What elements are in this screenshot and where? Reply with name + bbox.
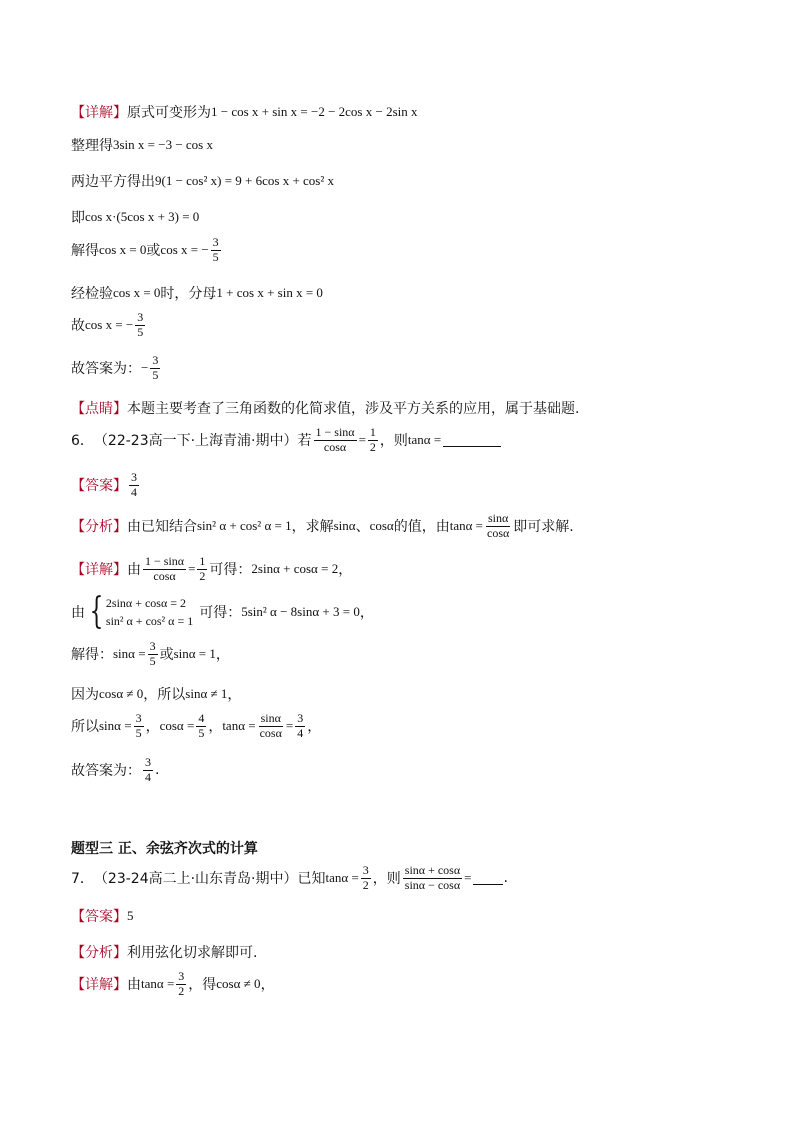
system-row: 2sinα + cosα = 2 bbox=[105, 596, 187, 610]
text: 故 bbox=[71, 318, 85, 335]
formula: tanα = bbox=[325, 870, 359, 886]
denominator: 4 bbox=[131, 484, 137, 499]
text: 时，分母 bbox=[160, 286, 217, 302]
text: 利用弦化切求解即可. bbox=[127, 945, 258, 961]
answer-value: 5 bbox=[127, 908, 134, 923]
text: ，所以 bbox=[143, 687, 186, 703]
text: 故答案为： bbox=[71, 763, 141, 780]
formula: cos x·(5cos x + 3) = 0 bbox=[85, 209, 200, 224]
text: 的值，由 bbox=[393, 519, 450, 536]
detail-6-line-3 bbox=[71, 640, 230, 669]
numerator: 3 bbox=[145, 755, 151, 769]
detail-line-6 bbox=[71, 283, 323, 303]
denominator: 2 bbox=[178, 983, 185, 998]
formula: sinα = bbox=[113, 646, 146, 662]
numerator: 1 − sinα bbox=[315, 425, 355, 439]
equals: = bbox=[464, 870, 472, 886]
detail-6-line-2 bbox=[71, 591, 374, 632]
formula: tanα = bbox=[222, 718, 256, 734]
fraction bbox=[403, 864, 462, 893]
question-source: （22-23高一下·上海青浦·期中） bbox=[93, 433, 298, 450]
formula: sin² α + cos² α = 1 bbox=[197, 518, 292, 534]
question-source: （23-24高二上·山东青岛·期中） bbox=[93, 871, 298, 888]
text: 经检验 bbox=[71, 286, 113, 302]
question-number: 7． bbox=[71, 871, 94, 888]
answer-blank bbox=[443, 434, 501, 447]
fraction bbox=[211, 236, 221, 265]
fraction bbox=[368, 426, 378, 455]
numerator: sinα bbox=[488, 511, 509, 525]
numerator: 1 bbox=[369, 425, 376, 439]
text: 故答案为： bbox=[71, 361, 141, 378]
numerator: sinα + cosα bbox=[404, 863, 461, 877]
equals: = bbox=[358, 432, 366, 448]
formula: sinα = bbox=[99, 718, 132, 734]
denominator: 5 bbox=[137, 324, 144, 339]
answer-7 bbox=[71, 906, 134, 926]
analysis-bracket: 【分析】 bbox=[71, 519, 127, 536]
equals: = bbox=[285, 718, 294, 734]
answer-bracket: 【答案】 bbox=[71, 909, 127, 925]
section-heading bbox=[71, 838, 258, 858]
analysis-6 bbox=[71, 512, 574, 541]
text: 由已知结合 bbox=[127, 519, 197, 536]
text: 或 bbox=[146, 243, 161, 260]
formula: cosα ≠ 0 bbox=[216, 976, 261, 992]
text: 、 bbox=[355, 519, 370, 536]
detail-line-7 bbox=[71, 311, 147, 340]
numerator: 4 bbox=[198, 711, 205, 725]
fraction bbox=[176, 970, 186, 999]
remark-bracket: 【点睛】 bbox=[71, 401, 127, 417]
fraction bbox=[361, 864, 371, 893]
numerator: 1 bbox=[199, 554, 206, 568]
fraction bbox=[143, 756, 153, 785]
formula: tanα = bbox=[141, 976, 175, 992]
denominator: cosα bbox=[323, 439, 347, 454]
text: 已知 bbox=[297, 871, 326, 888]
detail-bracket: 【详解】 bbox=[71, 562, 127, 579]
numerator: 3 bbox=[178, 969, 185, 983]
denominator: 5 bbox=[135, 725, 142, 740]
formula: 1 − cos x + sin x = −2 − 2cos x − 2sin x bbox=[211, 104, 418, 119]
detail-line-1 bbox=[71, 102, 418, 122]
denominator: cosα bbox=[153, 568, 176, 583]
numerator: 3 bbox=[212, 235, 219, 249]
fraction bbox=[143, 555, 186, 584]
formula: cos x = − bbox=[85, 317, 134, 333]
text: ， bbox=[307, 719, 322, 736]
text: ， bbox=[359, 605, 374, 621]
text: ， bbox=[227, 687, 242, 703]
text: 因为 bbox=[71, 687, 99, 703]
fraction bbox=[196, 712, 206, 741]
fraction bbox=[134, 712, 144, 741]
denominator: 5 bbox=[198, 725, 205, 740]
formula: sinα bbox=[333, 518, 356, 534]
numerator: 3 bbox=[131, 470, 137, 484]
denominator: cosα bbox=[487, 525, 510, 540]
formula: − bbox=[141, 360, 149, 376]
fraction bbox=[129, 471, 139, 500]
formula: 9(1 − cos² x) = 9 + 6cos x + cos² x bbox=[155, 173, 335, 188]
detail-bracket: 【详解】 bbox=[71, 105, 127, 121]
numerator: 3 bbox=[362, 863, 369, 877]
text: 解得： bbox=[71, 647, 113, 664]
answer-6 bbox=[71, 471, 141, 500]
fraction bbox=[150, 354, 160, 383]
question-number: 6． bbox=[71, 433, 94, 450]
fraction bbox=[135, 311, 145, 340]
answer-blank bbox=[473, 872, 503, 885]
denominator: 4 bbox=[145, 769, 151, 784]
text: 即 bbox=[71, 210, 85, 226]
text: ， bbox=[260, 977, 275, 994]
remark-line bbox=[71, 398, 579, 418]
denominator: 2 bbox=[362, 877, 369, 892]
fraction bbox=[485, 512, 511, 541]
text: ， bbox=[338, 562, 353, 579]
formula: sinα ≠ 1 bbox=[185, 686, 228, 701]
text: 若 bbox=[297, 433, 312, 450]
text: 即可求解. bbox=[513, 519, 574, 536]
detail-6-line-5 bbox=[71, 712, 321, 741]
numerator: 1 − sinα bbox=[145, 554, 185, 568]
analysis-7 bbox=[71, 942, 257, 962]
text: ，则 bbox=[379, 433, 408, 450]
equation-system bbox=[85, 591, 194, 632]
denominator: 5 bbox=[212, 249, 219, 264]
heading-text: 题型三 正、余弦齐次式的计算 bbox=[71, 841, 258, 857]
text: ，求解 bbox=[291, 519, 334, 536]
detail-line-3 bbox=[71, 171, 334, 191]
detail-line-2 bbox=[71, 135, 213, 155]
denominator: sinα − cosα bbox=[404, 877, 461, 892]
detail-6-line-4 bbox=[71, 684, 241, 704]
answer-bracket: 【答案】 bbox=[71, 478, 127, 495]
text: 原式可变形为 bbox=[127, 105, 211, 121]
text: 由 bbox=[127, 977, 141, 994]
numerator: 3 bbox=[149, 639, 156, 653]
formula: cos x = 0 bbox=[113, 285, 161, 300]
detail-line-5 bbox=[71, 236, 223, 265]
formula: tanα = bbox=[449, 518, 483, 534]
denominator: 5 bbox=[149, 653, 156, 668]
text: 可得： bbox=[209, 562, 252, 579]
formula: cosα bbox=[369, 518, 394, 534]
text: 或 bbox=[159, 647, 174, 664]
system-rows bbox=[106, 594, 193, 630]
formula: 3sin x = −3 − cos x bbox=[113, 137, 213, 152]
equals: = bbox=[188, 561, 196, 577]
numerator: 3 bbox=[152, 353, 159, 367]
question-6 bbox=[71, 426, 501, 455]
text: . bbox=[503, 870, 508, 887]
formula: 5sin² α − 8sinα + 3 = 0 bbox=[241, 604, 360, 619]
formula: cos x = − bbox=[160, 242, 209, 258]
denominator: 4 bbox=[297, 725, 304, 740]
denominator: 2 bbox=[369, 439, 376, 454]
text: 本题主要考查了三角函数的化简求值，涉及平方关系的应用，属于基础题. bbox=[127, 401, 580, 417]
formula: tanα = bbox=[407, 432, 442, 448]
text: 可得： bbox=[199, 605, 242, 621]
fraction bbox=[314, 426, 357, 455]
detail-6-line-6 bbox=[71, 756, 159, 785]
fraction bbox=[258, 712, 284, 741]
text: 所以 bbox=[71, 719, 99, 736]
text: ， bbox=[215, 647, 230, 664]
text: 由 bbox=[127, 562, 141, 579]
detail-6-line-1 bbox=[71, 555, 352, 584]
detail-line-4 bbox=[71, 207, 199, 227]
text: ， bbox=[208, 719, 223, 736]
formula: cosα = bbox=[159, 718, 195, 734]
text: 由 bbox=[71, 605, 85, 621]
fraction bbox=[295, 712, 305, 741]
formula: 1 + cos x + sin x = 0 bbox=[216, 285, 323, 300]
formula: 2sinα + cosα = 2 bbox=[251, 561, 339, 577]
analysis-bracket: 【分析】 bbox=[71, 945, 127, 961]
formula: cos x = 0 bbox=[99, 242, 147, 258]
numerator: sinα bbox=[260, 711, 281, 725]
text: ，则 bbox=[372, 871, 401, 888]
text: 解得 bbox=[71, 243, 99, 260]
text: 两边平方得出 bbox=[71, 174, 155, 190]
numerator: 3 bbox=[135, 711, 142, 725]
system-row: sin² α + cos² α = 1 bbox=[105, 614, 194, 628]
fraction bbox=[148, 640, 158, 669]
fraction bbox=[197, 555, 207, 584]
denominator: 5 bbox=[152, 367, 159, 382]
numerator: 3 bbox=[137, 310, 144, 324]
question-7 bbox=[71, 864, 508, 893]
formula: cosα ≠ 0 bbox=[99, 686, 144, 701]
text: ， bbox=[145, 719, 160, 736]
text: . bbox=[155, 762, 160, 779]
detail-bracket: 【详解】 bbox=[71, 977, 127, 994]
text: ，得 bbox=[188, 977, 217, 994]
text: 整理得 bbox=[71, 138, 113, 154]
formula: sinα = 1 bbox=[173, 646, 216, 662]
left-brace: { bbox=[89, 591, 104, 632]
detail-7-line-1 bbox=[71, 970, 275, 999]
denominator: 2 bbox=[199, 568, 206, 583]
denominator: cosα bbox=[259, 725, 282, 740]
numerator: 3 bbox=[297, 711, 304, 725]
detail-line-8 bbox=[71, 354, 162, 383]
